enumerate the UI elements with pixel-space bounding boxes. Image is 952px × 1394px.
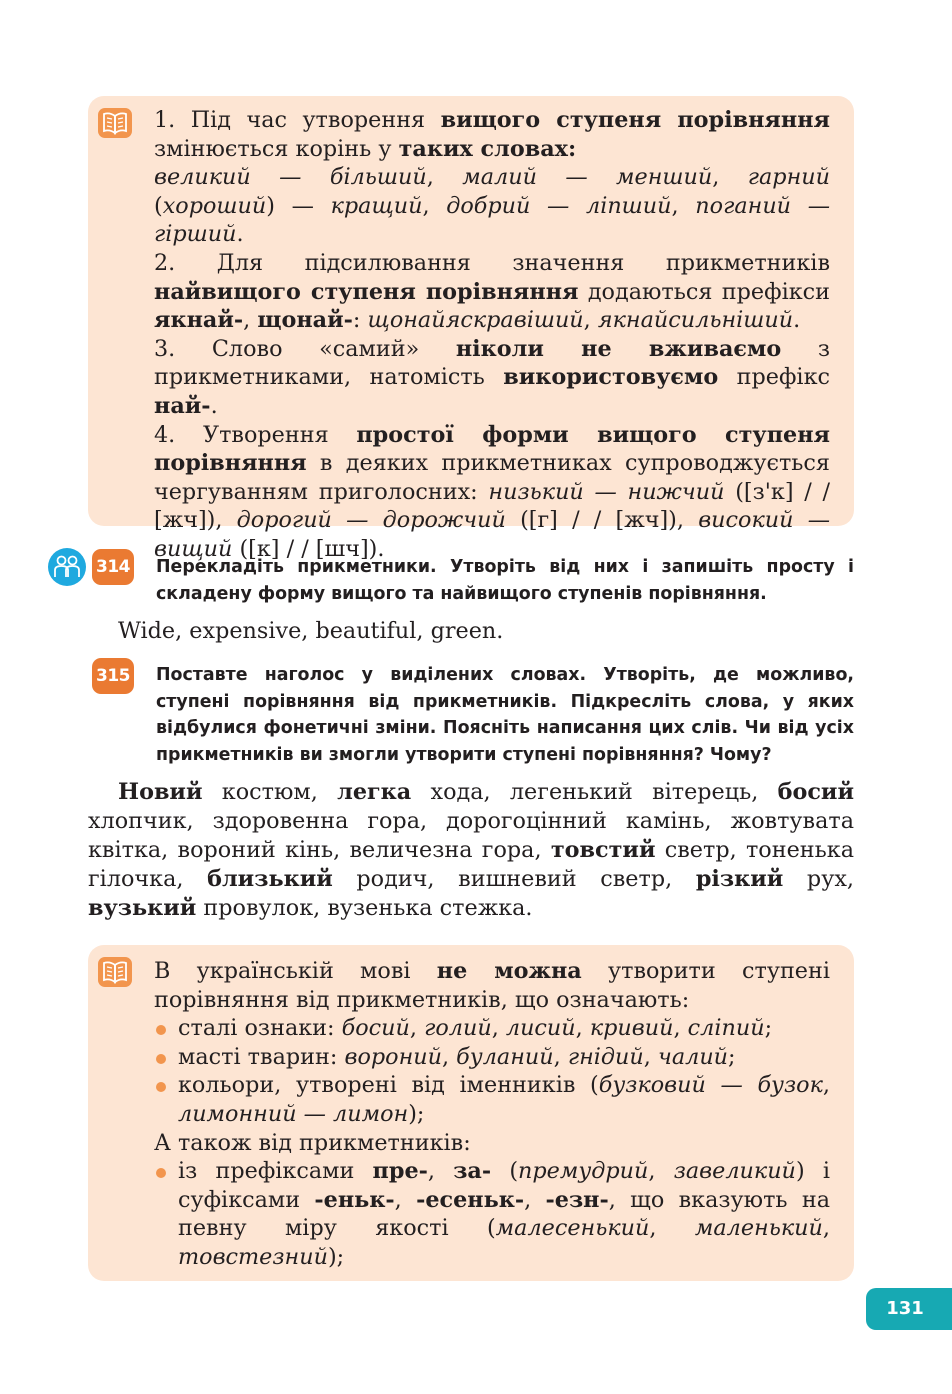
bullet-item: сталі ознаки: босий, голий, лисий, кривий, сліпий; — [154, 1014, 830, 1043]
exercise-words: Wide, expensive, beautiful, green. — [118, 618, 504, 644]
rule-box-comparison — [88, 96, 854, 562]
bullet-item: кольори, утворені від іменників (бузковий — бузок, лимонний — лимон); — [154, 1071, 830, 1128]
rule-item-4: 4. Утворення простої форми вищого ступеня порівняння в деяких прикметниках супроводжується чергуванням приголосних: низький — нижчий ([з'к] / / [жч]), дорогий — дорожчий ([г] / / [жч]), високий — вищий ([к] / / [шч]). — [154, 421, 831, 562]
task-instruction: Поставте наголос у виділених словах. Утворіть, де можливо, ступені порівняння від прикметників. Підкресліть слова, у яких відбулися фонетичні зміни. Поясніть написання цих слів. Чи від усіх прикметників ви змогли утворити ступені порівняння? Чому? — [156, 665, 854, 765]
bullet-item: із префіксами пре-, за- (премудрий, завеликий) і суфіксами -еньк-, -есеньк-, -езн-, що вказують на певну міру якості (малесенький, маленький, товстезний); — [154, 1157, 830, 1271]
bullet-list — [154, 1157, 830, 1271]
task-instruction: Перекладіть прикметники. Утворіть від них і запишіть просту і складену форму вищого та найвищого ступенів порівняння. — [156, 557, 854, 604]
pair-work-icon — [48, 548, 86, 586]
page-number: 131 — [866, 1288, 952, 1330]
bullet-item: масті тварин: вороний, буланий, гнідий, чалий; — [154, 1043, 830, 1072]
open-book-icon — [98, 108, 132, 138]
bullet-list — [154, 1014, 830, 1128]
rule-intro: В українській мові не можна утворити ступені порівняння від прикметників, що означають: — [154, 958, 830, 1013]
rule-item-3: 3. Слово «самий» ніколи не вживаємо з прикметниками, натомість використовуємо префікс най-. — [154, 335, 830, 419]
rule-text — [154, 957, 830, 1272]
rule-text — [154, 106, 830, 564]
rule-item-2: 2. Для підсилювання значення прикметників найвищого ступеня порівняння додаються префікси якнай-, щонай-: щонайяскравіший, якнайсильніший. — [154, 249, 830, 334]
open-book-icon — [98, 957, 132, 987]
task-number-badge: 314 — [92, 549, 134, 585]
rule-item-1: 1. Під час утворення вищого ступеня порівняння змінюється корінь у таких словах: великий — більший, малий — менший, гарний (хороший) — кращий, добрий — ліпший, поганий — гірший. — [154, 107, 830, 248]
rule-box-exceptions — [88, 945, 854, 1281]
task-number-badge: 315 — [92, 658, 134, 694]
rule-also: А також від прикметників: — [154, 1129, 471, 1156]
exercise-text: Новий костюм, легка хода, легенький вітерець, босий хлопчик, здоровенна гора, дорогоцінний камінь, жовтувата квітка, вороний кінь, величезна гора, товстий светр, тоненька гілочка, близький родич, вишневий светр, різкий рух, вузький провулок, вузенька стежка. — [88, 779, 855, 921]
